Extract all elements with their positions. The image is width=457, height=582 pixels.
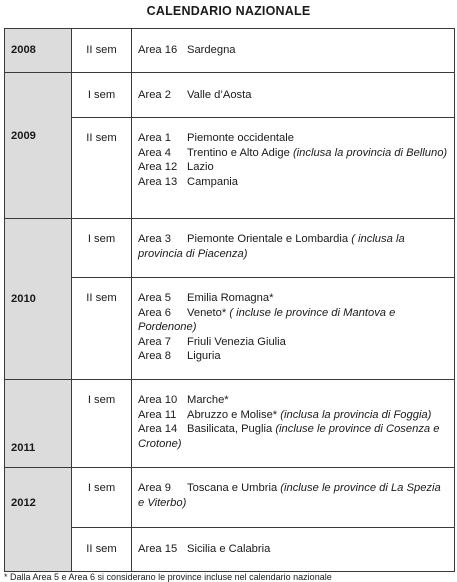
area-entry: [138, 291, 450, 306]
year-cell: 2010: [5, 219, 72, 380]
area-name: Marche*: [187, 394, 229, 406]
year-cell: 2012: [5, 468, 72, 572]
area-name: Lazio: [187, 161, 214, 174]
area-entry: [138, 88, 450, 103]
area-name: Piemonte occidentale: [187, 132, 294, 144]
calendar-table: [4, 28, 455, 572]
area-number: Area 14: [138, 423, 178, 436]
area-name: Liguria: [187, 350, 221, 363]
area-number: Area 8: [138, 350, 171, 363]
semester-cell: I sem: [72, 468, 132, 528]
area-number: Area 4: [138, 146, 171, 159]
area-entry: [138, 43, 450, 58]
area-entry: [138, 393, 450, 408]
table-row: [5, 468, 455, 528]
area-cell: [132, 29, 455, 73]
area-name: Veneto*: [187, 306, 227, 319]
area-name: Valle d’Aosta: [187, 88, 252, 101]
area-note: (incluse le province di La Spezia e Viterbo): [138, 482, 441, 509]
area-number: Area 7: [138, 335, 171, 348]
area-note: ( incluse le province di Mantova e Pordenone): [138, 306, 396, 334]
area-number: Area 1: [138, 132, 171, 144]
area-note: (inclusa la provincia di Foggia): [280, 408, 432, 421]
area-note: (inclusa la provincia di Belluno): [292, 146, 448, 159]
area-note: (incluse le province di Cosenza e Crotone): [138, 423, 440, 450]
area-number: Area 3: [138, 233, 171, 245]
area-entry: [138, 408, 450, 423]
area-entry: [138, 131, 450, 146]
table-row: [5, 219, 455, 278]
area-name: Abruzzo e Molise*: [187, 408, 278, 421]
area-entry: [138, 349, 450, 364]
area-cell: [132, 468, 455, 528]
semester-cell: II sem: [72, 29, 132, 73]
semester-cell: I sem: [72, 73, 132, 118]
area-number: Area 2: [138, 88, 171, 101]
area-number: Area 10: [138, 394, 178, 406]
area-number: Area 12: [138, 161, 178, 174]
area-name: Emilia Romagna*: [187, 292, 274, 304]
area-cell: [132, 278, 455, 380]
area-entry: [138, 146, 450, 161]
footnote: * Dalla Area 5 e Area 6 si considerano le province incluse nel calendario nazionale: [4, 572, 332, 582]
area-number: Area 6: [138, 306, 171, 319]
area-cell: [132, 380, 455, 468]
area-cell: [132, 118, 455, 219]
page-title: CALENDARIO NAZIONALE: [146, 4, 311, 18]
area-number: Area 11: [138, 408, 177, 421]
area-name: Campania: [187, 175, 238, 188]
table-row: [5, 278, 455, 380]
area-cell: [132, 528, 455, 572]
table-row: [5, 29, 455, 73]
table-row: [5, 73, 455, 118]
year-cell: 2009: [5, 73, 72, 219]
area-number: Area 5: [138, 292, 171, 304]
area-name: Sicilia e Calabria: [187, 543, 271, 556]
area-entry: [138, 542, 450, 557]
area-note: ( inclusa la provincia di Piacenza): [138, 233, 405, 260]
area-cell: [132, 73, 455, 118]
area-entry: [138, 306, 450, 335]
area-entry: [138, 481, 450, 510]
semester-cell: II sem: [72, 118, 132, 219]
year-cell: 2008: [5, 29, 72, 73]
semester-cell: I sem: [72, 380, 132, 468]
table-row: [5, 118, 455, 219]
area-entry: [138, 422, 450, 451]
year-cell: 2011: [5, 380, 72, 468]
area-name: Toscana e Umbria: [187, 482, 278, 494]
area-number: Area 9: [138, 482, 171, 494]
area-number: Area 15: [138, 543, 178, 556]
area-cell: [132, 219, 455, 278]
area-name: Sardegna: [187, 44, 236, 57]
semester-cell: II sem: [72, 278, 132, 380]
area-number: Area 13: [138, 175, 178, 188]
area-name: Basilicata, Puglia: [187, 423, 273, 436]
area-name: Piemonte Orientale e Lombardia: [187, 233, 349, 245]
semester-cell: I sem: [72, 219, 132, 278]
table-row: [5, 380, 455, 468]
area-number: Area 16: [138, 44, 178, 57]
area-name: Friuli Venezia Giulia: [187, 335, 286, 348]
table-row: [5, 528, 455, 572]
area-name: Trentino e Alto Adige: [187, 146, 290, 159]
area-entry: [138, 335, 450, 350]
area-entry: [138, 175, 450, 190]
area-entry: [138, 232, 450, 261]
semester-cell: II sem: [72, 528, 132, 572]
area-entry: [138, 160, 450, 175]
